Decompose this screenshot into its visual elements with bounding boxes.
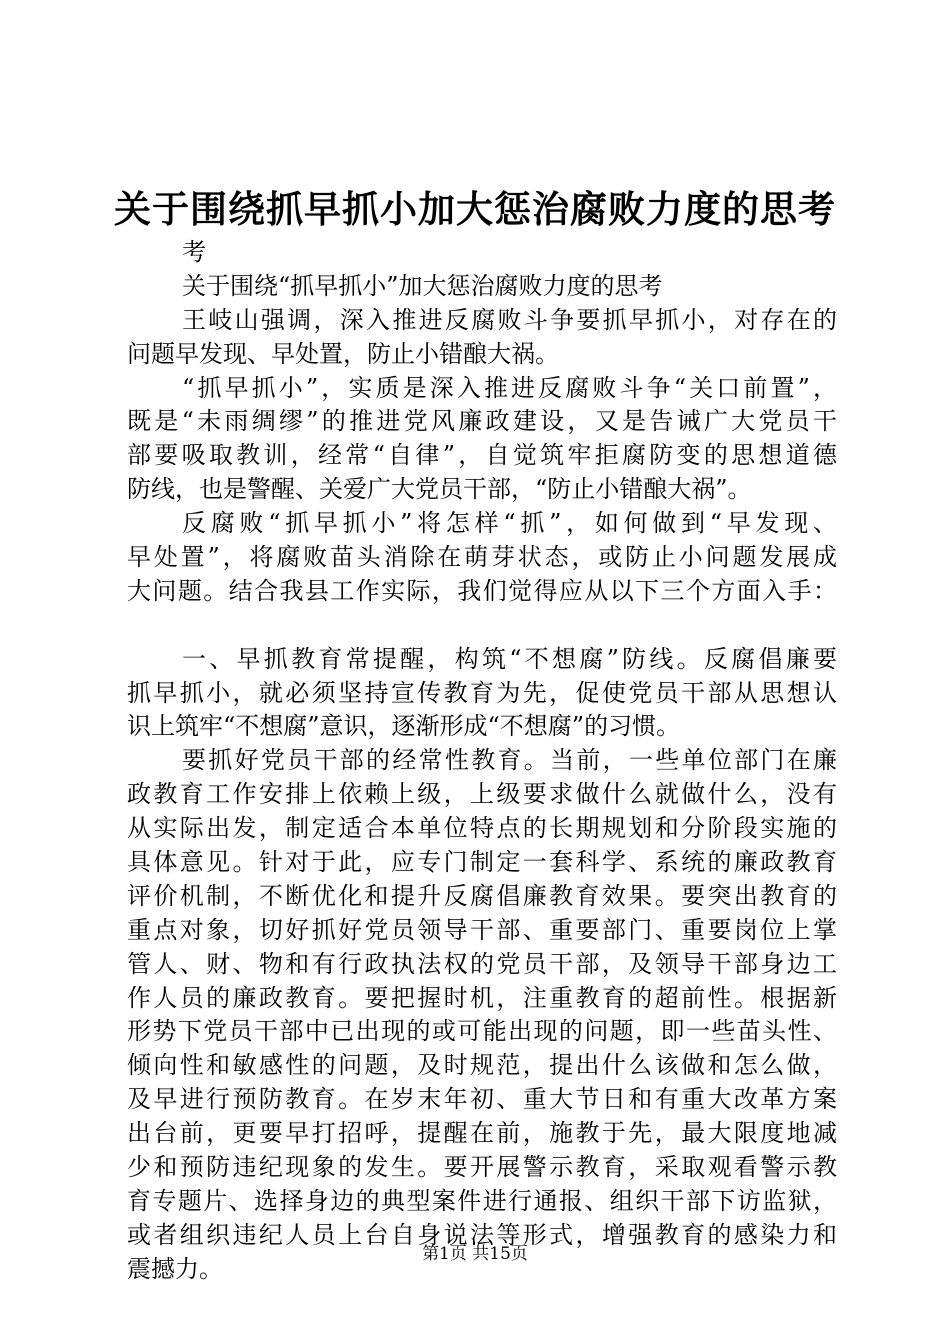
text-line: 王岐山强调，深入推进反腐败斗争要抓早抓小，对存在的 (182, 305, 837, 334)
text-line: 问题早发现、早处置，防止小错酿大祸。 (127, 339, 559, 368)
text-line: 反腐败“抓早抓小”将怎样“抓”，如何做到“早发现、 (182, 509, 837, 538)
document-title: 关于围绕抓早抓小加大惩治腐败力度的思考 (114, 187, 836, 231)
text-line: 既是“未雨绸缪”的推进党风廉政建设，又是告诫广大党员干 (127, 407, 837, 436)
text-line: 部要吸取教训，经常“自律”，自觉筑牢拒腐防变的思想道德 (127, 441, 837, 470)
text-line: 关于围绕“抓早抓小”加大惩治腐败力度的思考 (182, 271, 663, 300)
text-line: 出台前，更要早打招呼，提醒在前，施教于先，最大限度地减 (127, 1119, 837, 1148)
text-line: 或者组织违纪人员上台自身说法等形式，增强教育的感染力和 (127, 1220, 837, 1249)
text-line: 早处置”，将腐败苗头消除在萌芽状态，或防止小问题发展成 (127, 543, 837, 572)
page-number: 第1页 共15页 (422, 1244, 528, 1264)
text-line: “抓早抓小”，实质是深入推进反腐败斗争“关口前置”， (182, 373, 837, 402)
text-line: 识上筑牢“不想腐”意识，逐渐形成“不想腐”的习惯。 (127, 712, 681, 741)
text-line: 评价机制，不断优化和提升反腐倡廉教育效果。要突出教育的 (127, 881, 837, 910)
paragraph-gap (127, 609, 837, 643)
text-line: 重点对象，切好抓好党员领导干部、重要部门、重要岗位上掌 (127, 915, 837, 944)
text-line: 少和预防违纪现象的发生。要开展警示教育，采取观看警示教 (127, 1153, 837, 1182)
text-line: 政教育工作安排上依赖上级，上级要求做什么就做什么，没有 (127, 780, 837, 809)
text-line: 抓早抓小，就必须坚持宣传教育为先，促使党员干部从思想认 (127, 678, 837, 707)
text-line: 育专题片、选择身边的典型案件进行通报、组织干部下访监狱， (127, 1186, 837, 1215)
text-line: 及早进行预防教育。在岁末年初、重大节日和有重大改革方案 (127, 1085, 837, 1114)
text-line: 作人员的廉政教育。要把握时机，注重教育的超前性。根据新 (127, 983, 837, 1012)
text-line: 倾向性和敏感性的问题，及时规范，提出什么该做和怎么做， (127, 1051, 837, 1080)
text-line: 大问题。结合我县工作实际，我们觉得应从以下三个方面入手： (127, 576, 837, 605)
text-line: 要抓好党员干部的经常性教育。当前，一些单位部门在廉 (182, 746, 837, 775)
text-line: 防线，也是警醒、关爱广大党员干部，“防止小错酿大祸”。 (127, 475, 752, 504)
text-line: 形势下党员干部中已出现的或可能出现的问题，即一些苗头性、 (127, 1017, 837, 1046)
text-line: 从实际出发，制定适合本单位特点的长期规划和分阶段实施的 (127, 814, 837, 843)
text-line: 震撼力。 (127, 1254, 223, 1283)
text-line: 考 (182, 238, 206, 266)
document-body (127, 236, 837, 1287)
text-line: 一、早抓教育常提醒，构筑“不想腐”防线。反腐倡廉要 (182, 644, 837, 673)
text-line: 管人、财、物和有行政执法权的党员干部，及领导干部身边工 (127, 949, 837, 978)
text-line: 具体意见。针对于此，应专门制定一套科学、系统的廉政教育 (127, 848, 837, 877)
